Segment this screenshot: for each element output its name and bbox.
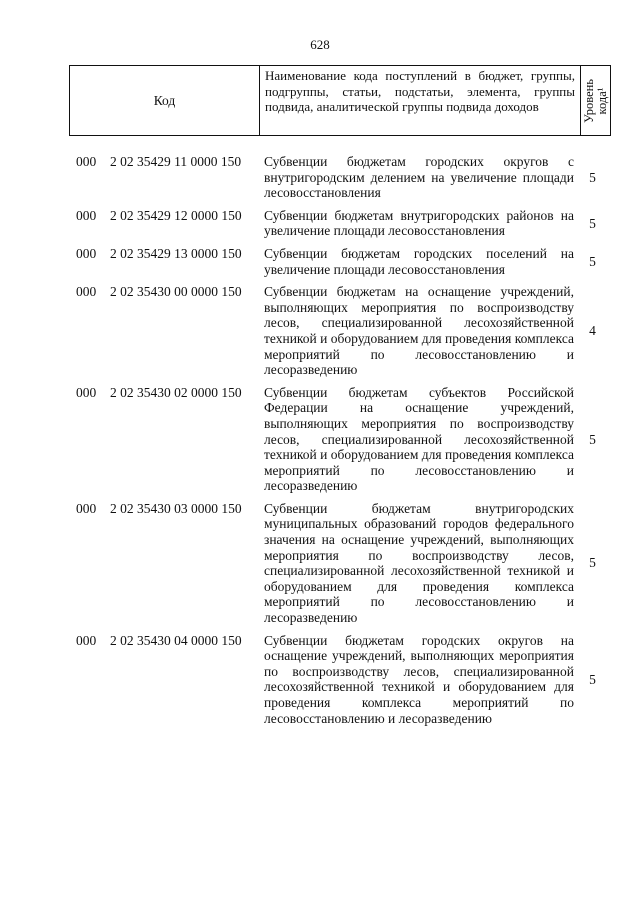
- header-name: Наименование кода поступлений в бюджет, группы, подгруппы, статьи, подстатьи, элемента, группы подвида, аналитической группы подвида доходов: [260, 66, 581, 135]
- header-level-label: Уровень кода¹: [581, 78, 609, 123]
- row-prefix: 000: [76, 207, 97, 223]
- table-row: [69, 154, 611, 201]
- row-name: Субвенции бюджетам субъектов Российской Федерации на оснащение учреждений, выполняющих мероприятия по воспроизводству лесов, специализированной лесохозяйственной техникой и оборудованием для проведения комплекса мероприятий по лесовосстановлению и лесоразведению: [264, 384, 574, 494]
- table-row: [69, 246, 611, 277]
- row-code: 2 02 35430 04 0000 150: [110, 632, 242, 648]
- row-prefix: 000: [76, 245, 97, 261]
- row-name: Субвенции бюджетам внутригородских муниципальных образований городов федерального значения на оснащение учреждений, выполняющих мероприятия по воспроизводству лесов, специализированной лесохозяйственной техникой и оборудованием для проведения комплекса мероприятий по лесовосстановлению и лесоразведению: [264, 500, 574, 626]
- row-code: 2 02 35429 12 0000 150: [110, 207, 242, 223]
- row-level: 5: [589, 215, 596, 231]
- table-row: [69, 385, 611, 494]
- row-level: 5: [589, 555, 596, 571]
- row-code: 2 02 35430 00 0000 150: [110, 284, 242, 300]
- table-row: [69, 633, 611, 727]
- row-code: 2 02 35429 13 0000 150: [110, 245, 242, 261]
- row-prefix: 000: [76, 500, 97, 516]
- row-level: 5: [589, 431, 596, 447]
- row-name: Субвенции бюджетам внутригородских районов на увеличение площади лесовосстановления: [264, 207, 574, 239]
- table-body: [69, 154, 611, 726]
- row-level: 5: [589, 169, 596, 185]
- row-level: 5: [589, 253, 596, 269]
- row-name: Субвенции бюджетам на оснащение учреждений, выполняющих мероприятия по воспроизводству лесов, специализированной лесохозяйственной техникой и оборудованием для проведения комплекса мероприятий по лесовосстановлению и лесоразведению: [264, 284, 574, 378]
- row-prefix: 000: [76, 632, 97, 648]
- table-row: [69, 208, 611, 239]
- header-code: Код: [70, 66, 260, 135]
- row-name: Субвенции бюджетам городских округов с внутригородским делением на увеличение площади лесовосстановления: [264, 154, 574, 201]
- row-name: Субвенции бюджетам городских поселений на увеличение площади лесовосстановления: [264, 245, 574, 277]
- row-level: 5: [589, 671, 596, 687]
- row-code: 2 02 35430 02 0000 150: [110, 384, 242, 400]
- row-name: Субвенции бюджетам городских округов на оснащение учреждений, выполняющих мероприятия по воспроизводству лесов, специализированной лесохозяйственной техникой и оборудованием для проведения комплекса мероприятий по лесовосстановлению и лесоразведению: [264, 632, 574, 726]
- row-code: 2 02 35430 03 0000 150: [110, 500, 242, 516]
- row-prefix: 000: [76, 384, 97, 400]
- header-level: [581, 66, 610, 135]
- table-header: [69, 65, 611, 136]
- row-level: 4: [589, 323, 596, 339]
- page-number: 628: [310, 37, 330, 52]
- row-prefix: 000: [76, 284, 97, 300]
- table-row: [69, 501, 611, 626]
- table-row: [69, 284, 611, 378]
- row-prefix: 000: [76, 154, 97, 169]
- row-code: 2 02 35429 11 0000 150: [110, 154, 242, 169]
